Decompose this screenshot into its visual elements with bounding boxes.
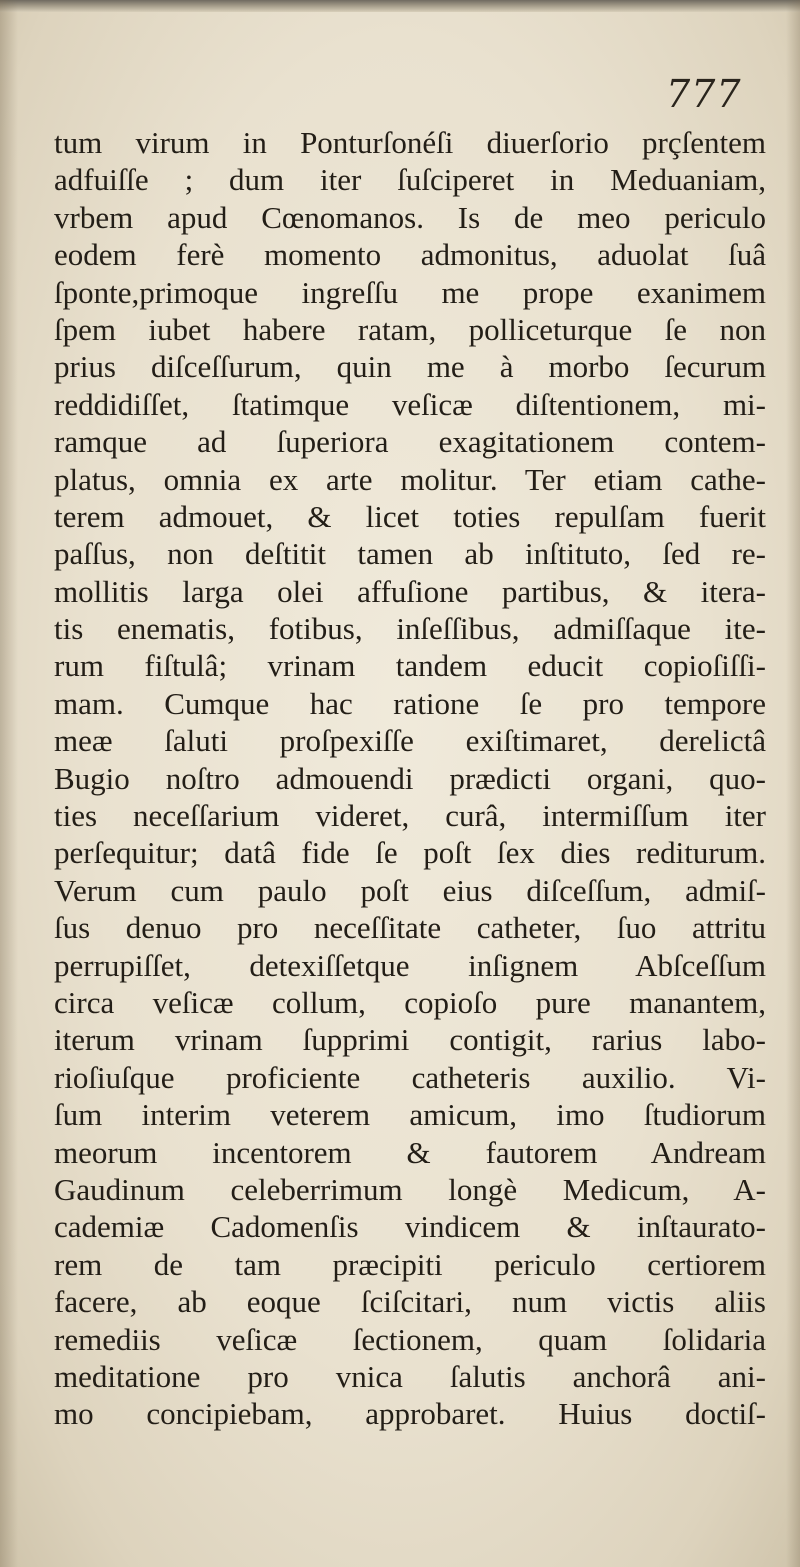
page-top-edge bbox=[0, 0, 800, 12]
text-line: mo concipiebam, approbaret. Huius doctiſ- bbox=[54, 1396, 766, 1432]
text-line: mollitis larga olei affuſione partibus, & itera- bbox=[54, 573, 766, 609]
text-line: reddidiſſet, ſtatimque veſicæ diſtentionem, mi- bbox=[54, 386, 766, 422]
text-line: paſſus, non deſtitit tamen ab inſtituto, ſed re- bbox=[54, 536, 766, 572]
text-line: ſponte,primoque ingreſſu me prope exanimem bbox=[54, 274, 766, 310]
text-line: ties neceſſarium videret, curâ, intermiſſum iter bbox=[54, 798, 766, 834]
text-line: tum virum in Ponturſonéſi diuerſorio prçſentem bbox=[54, 125, 766, 160]
text-line: Verum cum paulo poſt eius diſceſſum, admiſ- bbox=[54, 872, 766, 908]
text-line: perrupiſſet, detexiſſetque inſignem Abſceſſum bbox=[54, 947, 766, 983]
text-line: Gaudinum celeberrimum longè Medicum, A- bbox=[54, 1171, 766, 1207]
text-line: ramque ad ſuperiora exagitationem contem- bbox=[54, 424, 766, 460]
text-line: prius diſceſſurum, quin me à morbo ſecurum bbox=[54, 349, 766, 385]
text-line: vrbem apud Cœnomanos. Is de meo periculo bbox=[54, 199, 766, 235]
text-line: mam. Cumque hac ratione ſe pro tempore bbox=[54, 685, 766, 721]
text-line: remediis veſicæ ſectionem, quam ſolidaria bbox=[54, 1321, 766, 1357]
text-line: Bugio noſtro admouendi prædicti organi, quo- bbox=[54, 760, 766, 796]
text-line: rioſiuſque proficiente catheteris auxilio. Vi- bbox=[54, 1059, 766, 1095]
text-line: iterum vrinam ſupprimi contigit, rarius labo- bbox=[54, 1022, 766, 1058]
text-line: circa veſicæ collum, copioſo pure manantem, bbox=[54, 984, 766, 1020]
text-line: ſum interim veterem amicum, imo ſtudiorum bbox=[54, 1097, 766, 1133]
text-line: rum fiſtulâ; vrinam tandem educit copioſiſſi- bbox=[54, 648, 766, 684]
gutter-shadow bbox=[0, 0, 18, 1567]
text-line: meorum incentorem & fautorem Andream bbox=[54, 1134, 766, 1170]
page-number: 777 bbox=[666, 72, 742, 116]
edge-shadow bbox=[786, 0, 800, 1567]
text-line: cademiæ Cadomenſis vindicem & inſtaurato- bbox=[54, 1209, 766, 1245]
text-line: tis enematis, fotibus, inſeſſibus, admiſſaque ite- bbox=[54, 611, 766, 647]
text-line: rem de tam præcipiti periculo certiorem bbox=[54, 1246, 766, 1282]
text-line: adfuiſſe ; dum iter ſuſciperet in Meduaniam, bbox=[54, 162, 766, 198]
text-line: terem admouet, & licet toties repulſam fuerit bbox=[54, 498, 766, 534]
text-line: ſus denuo pro neceſſitate catheter, ſuo attritu bbox=[54, 910, 766, 946]
text-line: facere, ab eoque ſciſcitari, num victis aliis bbox=[54, 1284, 766, 1320]
text-body bbox=[54, 124, 766, 1433]
text-line: meæ ſaluti proſpexiſſe exiſtimaret, derelictâ bbox=[54, 723, 766, 759]
text-line: ſpem iubet habere ratam, polliceturque ſe non bbox=[54, 311, 766, 347]
text-line: platus, omnia ex arte molitur. Ter etiam cathe- bbox=[54, 461, 766, 497]
text-line: perſequitur; datâ fide ſe poſt ſex dies rediturum. bbox=[54, 835, 766, 871]
text-line: eodem ferè momento admonitus, aduolat ſuâ bbox=[54, 237, 766, 273]
text-line: meditatione pro vnica ſalutis anchorâ ani- bbox=[54, 1358, 766, 1394]
